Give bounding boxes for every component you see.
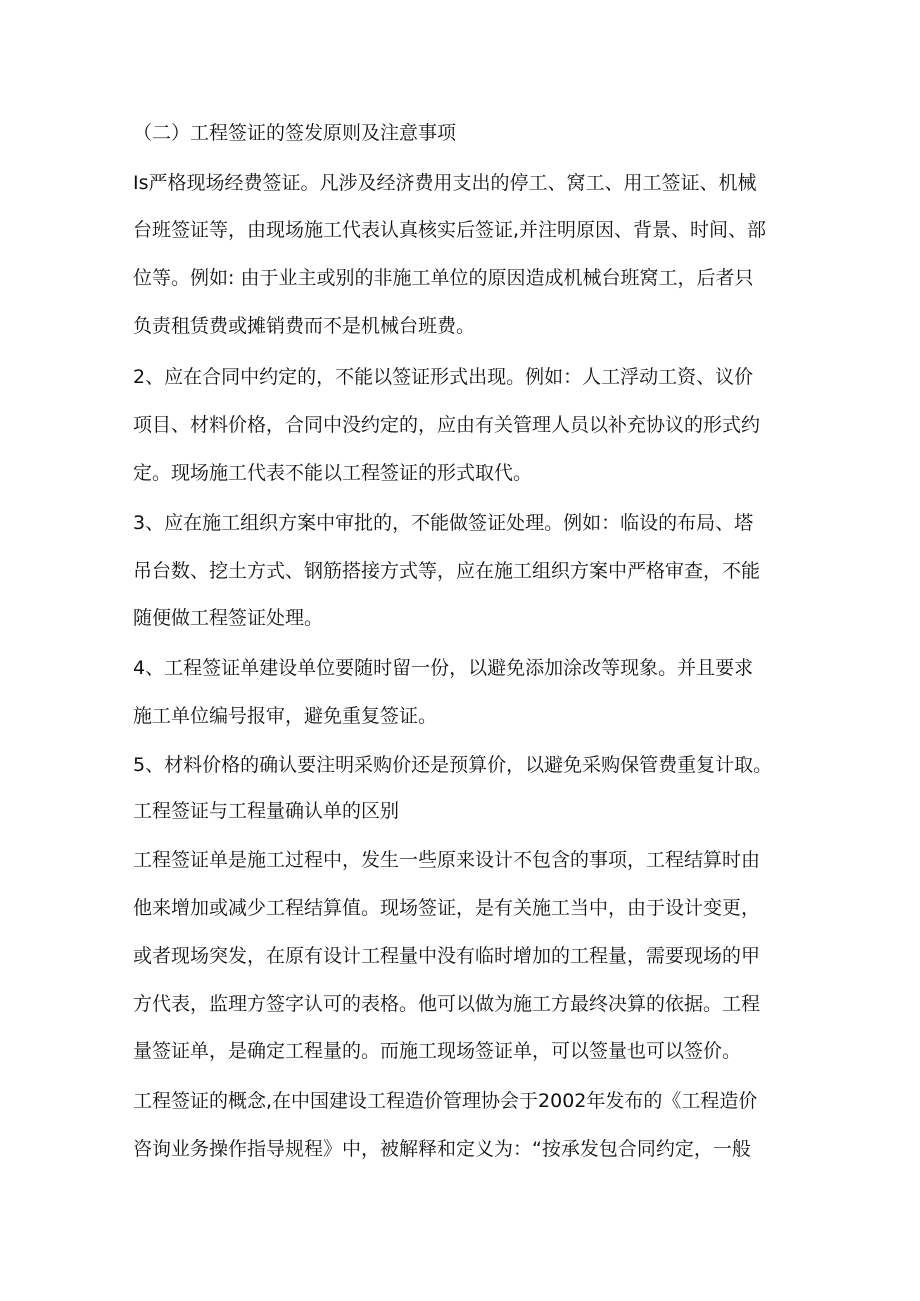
paragraph-line: 3、应在施工组织方案中审批的，不能做签证处理。例如：临设的布局、塔 — [133, 512, 754, 534]
subheading: 工程签证与工程量确认单的区别 — [133, 800, 400, 822]
paragraph-line: 或者现场突发，在原有设计工程量中没有临时增加的工程量，需要现场的甲 — [133, 945, 761, 967]
paragraph-line: 施工单位编号报审，避免重复签证。 — [133, 705, 438, 727]
paragraph-line: 咨询业务操作指导规程》中，被解释和定义为：“按承发包合同约定，一般 — [133, 1138, 751, 1160]
paragraph-line: 位等。例如: 由于业主或别的非施工单位的原因造成机械台班窝工，后者只 — [133, 267, 754, 289]
paragraph-line: 2、应在合同中约定的，不能以签证形式出现。例如：人工浮动工资、议价 — [133, 366, 754, 388]
paragraph-line: 吊台数、挖土方式、钢筋搭接方式等，应在施工组织方案中严格审查，不能 — [133, 560, 761, 582]
paragraph-line: 方代表，监理方签字认可的表格。他可以做为施工方最终决算的依据。工程 — [133, 993, 761, 1015]
paragraph-line: 工程签证单是施工过程中，发生一些原来设计不包含的事项，工程结算时由 — [133, 849, 761, 871]
paragraph-line: 项目、材料价格，合同中没约定的，应由有关管理人员以补充协议的形式约 — [133, 414, 761, 436]
paragraph-line: 他来增加或减少工程结算值。现场签证，是有关施工当中，由于设计变更， — [133, 897, 761, 919]
paragraph-line: 工程签证的概念,在中国建设工程造价管理协会于2002年发布的《工程造价 — [133, 1090, 758, 1112]
section-heading: （二）工程签证的签发原则及注意事项 — [133, 122, 457, 144]
paragraph-line: 随便做工程签证处理。 — [133, 607, 324, 629]
paragraph-line: 台班签证等，由现场施工代表认真核实后签证,并注明原因、背景、时间、部 — [133, 219, 767, 241]
paragraph-line: 定。现场施工代表不能以工程签证的形式取代。 — [133, 462, 533, 484]
paragraph-line: 4、工程签证单建设单位要随时留一份，以避免添加涂改等现象。并且要求 — [133, 657, 754, 679]
paragraph-line: Is严格现场经费签证。凡涉及经济费用支出的停工、窝工、用工签证、机械 — [133, 172, 757, 194]
paragraph-line: 负责租赁费或摊销费而不是机械台班费。 — [133, 315, 476, 337]
paragraph-line: 量签证单，是确定工程量的。而施工现场签证单，可以签量也可以签价。 — [133, 1040, 742, 1062]
paragraph-line: 5、材料价格的确认要注明采购价还是预算价，以避免采购保管费重复计取。 — [133, 754, 773, 776]
